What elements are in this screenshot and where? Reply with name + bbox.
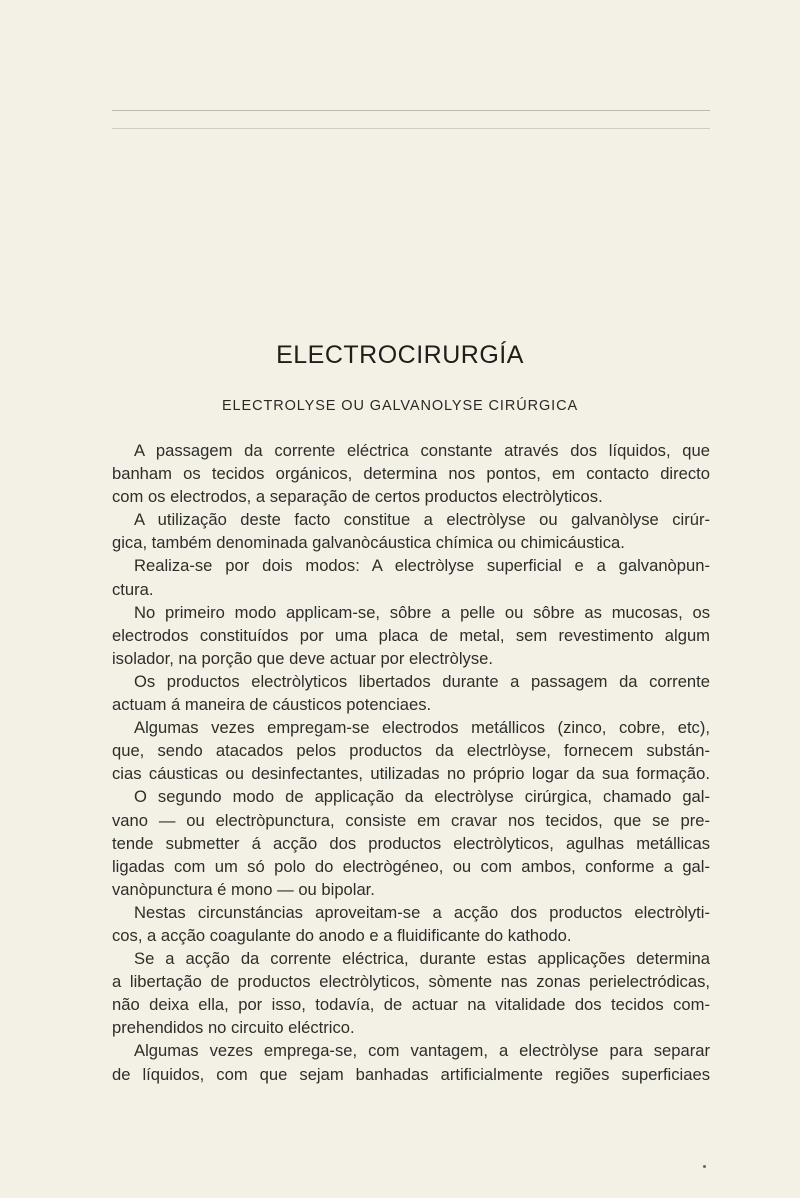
chapter-title: ELECTROCIRURGÍA: [276, 341, 524, 369]
text-line: isolador, na porção que deve actuar por electròlyse.: [112, 648, 493, 668]
text-line: vanòpunctura é mono — ou bipolar.: [112, 879, 375, 899]
text-line: que, sendo atacados pelos productos da electrlòyse, fornecem substán-: [112, 741, 710, 761]
text-line: No primeiro modo applicam-se, sôbre a pelle ou sôbre as mucosas, os: [134, 602, 710, 622]
text-line: a libertação de productos electròlyticos, sòmente nas zonas perielectródicas,: [112, 972, 710, 992]
text-line: Algumas vezes emprega-se, com vantagem, a electròlyse para separar: [134, 1041, 710, 1061]
text-line: Nestas circunstáncias aproveitam-se a acção dos productos electròlyti-: [134, 902, 710, 922]
text-line: Se a acção da corrente eléctrica, durante estas applicações determina: [134, 949, 710, 969]
text-line: tende submetter á acção dos productos electròlyticos, agulhas metállicas: [112, 833, 710, 853]
text-line: gica, também denominada galvanòcáustica chímica ou chimicáustica.: [112, 533, 625, 553]
text-line: cias cáusticas ou desinfectantes, utilizadas no próprio logar da sua formação.: [112, 764, 710, 784]
text-line: de líquidos, com que sejam banhadas artificialmente regiões superficiaes: [112, 1064, 710, 1084]
text-line: não deixa ella, por isso, todavía, de actuar na vitalidade dos tecidos com-: [112, 995, 710, 1015]
text-line: cos, a acção coagulante do anodo e a fluidificante do kathodo.: [112, 925, 572, 945]
text-line: O segundo modo de applicação da electròlyse cirúrgica, chamado gal-: [134, 787, 710, 807]
text-line: Realiza-se por dois modos: A electròlyse superficial e a galvanòpun-: [134, 556, 710, 576]
text-line: prehendidos no circuito eléctrico.: [112, 1018, 355, 1038]
body-text: [112, 439, 710, 1086]
text-line: electrodos constituídos por uma placa de metal, sem revestimento algum: [112, 625, 710, 645]
text-line: Os productos electròlyticos libertados durante a passagem da corrente: [134, 671, 710, 691]
text-line: ctura.: [112, 579, 154, 599]
top-rule-faint: [112, 128, 710, 129]
text-line: vano — ou electròpunctura, consiste em cravar nos tecidos, que se pre-: [112, 810, 710, 830]
text-line: Algumas vezes empregam-se electrodos metállicos (zinco, cobre, etc),: [134, 718, 710, 738]
top-rule: [112, 110, 710, 111]
page-speck: [703, 1165, 706, 1168]
text-line: ligadas com um só polo do electrògéneo, ou com ambos, conforme a gal-: [112, 856, 710, 876]
text-line: A utilização deste facto constitue a electròlyse ou galvanòlyse cirúr-: [134, 510, 710, 530]
text-line: actuam á maneira de cáusticos potenciaes.: [112, 695, 432, 715]
text-line: banham os tecidos orgánicos, determina nos pontos, em contacto directo: [112, 464, 710, 484]
text-line: com os electrodos, a separação de certos productos electròlyticos.: [112, 487, 603, 507]
section-subtitle: ELECTROLYSE OU GALVANOLYSE CIRÚRGICA: [221, 398, 579, 414]
text-line: A passagem da corrente eléctrica constante através dos líquidos, que: [134, 441, 710, 460]
